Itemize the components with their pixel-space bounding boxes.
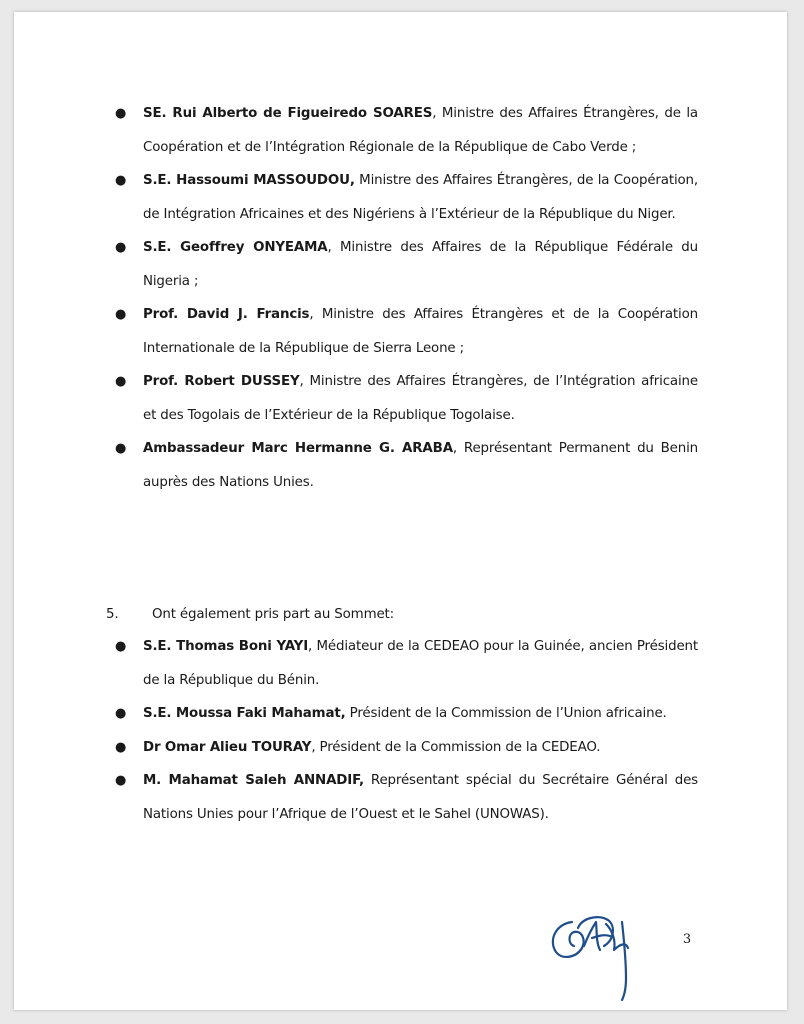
participant-name: SE. Rui Alberto de Figueiredo SOARES — [143, 106, 433, 121]
participant-name: S.E. Geoffrey ONYEAMA — [143, 240, 328, 255]
participant-name: S.E. Hassoumi MASSOUDOU, — [143, 173, 355, 188]
list-item — [14, 164, 787, 231]
document-content — [14, 12, 787, 1010]
bullet-icon: ● — [115, 706, 127, 721]
participant-name: S.E. Moussa Faki Mahamat, — [143, 706, 346, 721]
document-page — [14, 12, 787, 1010]
participant-name: M. Mahamat Saleh ANNADIF, — [143, 773, 364, 788]
bullet-icon: ● — [115, 106, 127, 121]
list-item — [14, 697, 787, 731]
section-heading — [106, 598, 394, 632]
bullet-icon: ● — [115, 639, 127, 654]
participant-title: Représentant spécial du Secrétaire Général des Nations Unies pour l’Afrique de l’Ouest et le Sahel (UNOWAS). — [143, 773, 698, 822]
participant-name: Ambassadeur Marc Hermanne G. ARABA — [143, 441, 453, 456]
list-item — [14, 432, 787, 499]
list-item — [14, 298, 787, 365]
participant-title: Président de la Commission de l’Union africaine. — [345, 706, 667, 721]
participant-name: Prof. Robert DUSSEY — [143, 374, 300, 389]
page-number: 3 — [682, 932, 691, 947]
bullet-icon: ● — [115, 441, 127, 456]
participant-title: , Ministre des Affaires Étrangères et de la Coopération Internationale de la République de Sierra Leone ; — [143, 307, 698, 356]
bullet-icon: ● — [115, 773, 127, 788]
participant-name: S.E. Thomas Boni YAYI — [143, 639, 309, 654]
bullet-icon: ● — [115, 307, 127, 322]
participant-title: , Ministre des Affaires de la République Fédérale du Nigeria ; — [143, 240, 698, 289]
list-item — [14, 764, 787, 831]
list-item — [14, 97, 787, 164]
bullet-icon: ● — [115, 374, 127, 389]
signature-icon — [542, 900, 646, 1004]
participant-title: , Ministre des Affaires Étrangères, de la Coopération et de l’Intégration Régionale de la République de Cabo Verde ; — [143, 106, 698, 155]
participants-list — [14, 97, 787, 499]
other-participants-list — [14, 630, 787, 831]
list-item — [14, 365, 787, 432]
section-number: 5. — [106, 607, 119, 622]
participant-name: Dr Omar Alieu TOURAY — [143, 739, 312, 755]
list-item — [14, 630, 787, 697]
participant-title: , Président de la Commission de la CEDEAO. — [311, 739, 601, 755]
list-item — [14, 731, 787, 765]
section-heading-text: Ont également pris part au Sommet: — [152, 607, 395, 622]
list-item — [14, 231, 787, 298]
participant-title: Ministre des Affaires Étrangères, de la Coopération, de Intégration Africaines et des Nigériens à l’Extérieur de la République du Niger. — [143, 173, 698, 222]
participant-title: , Ministre des Affaires Étrangères, de l’Intégration africaine et des Togolais de l’Extérieur de la République Togolaise. — [143, 374, 698, 423]
bullet-icon: ● — [115, 739, 127, 755]
bullet-icon: ● — [115, 240, 127, 255]
participant-name: Prof. David J. Francis — [143, 307, 310, 322]
bullet-icon: ● — [115, 173, 127, 188]
participant-title: , Médiateur de la CEDEAO pour la Guinée, ancien Président de la République du Bénin. — [143, 639, 698, 688]
participant-title: , Représentant Permanent du Benin auprès des Nations Unies. — [143, 441, 698, 490]
